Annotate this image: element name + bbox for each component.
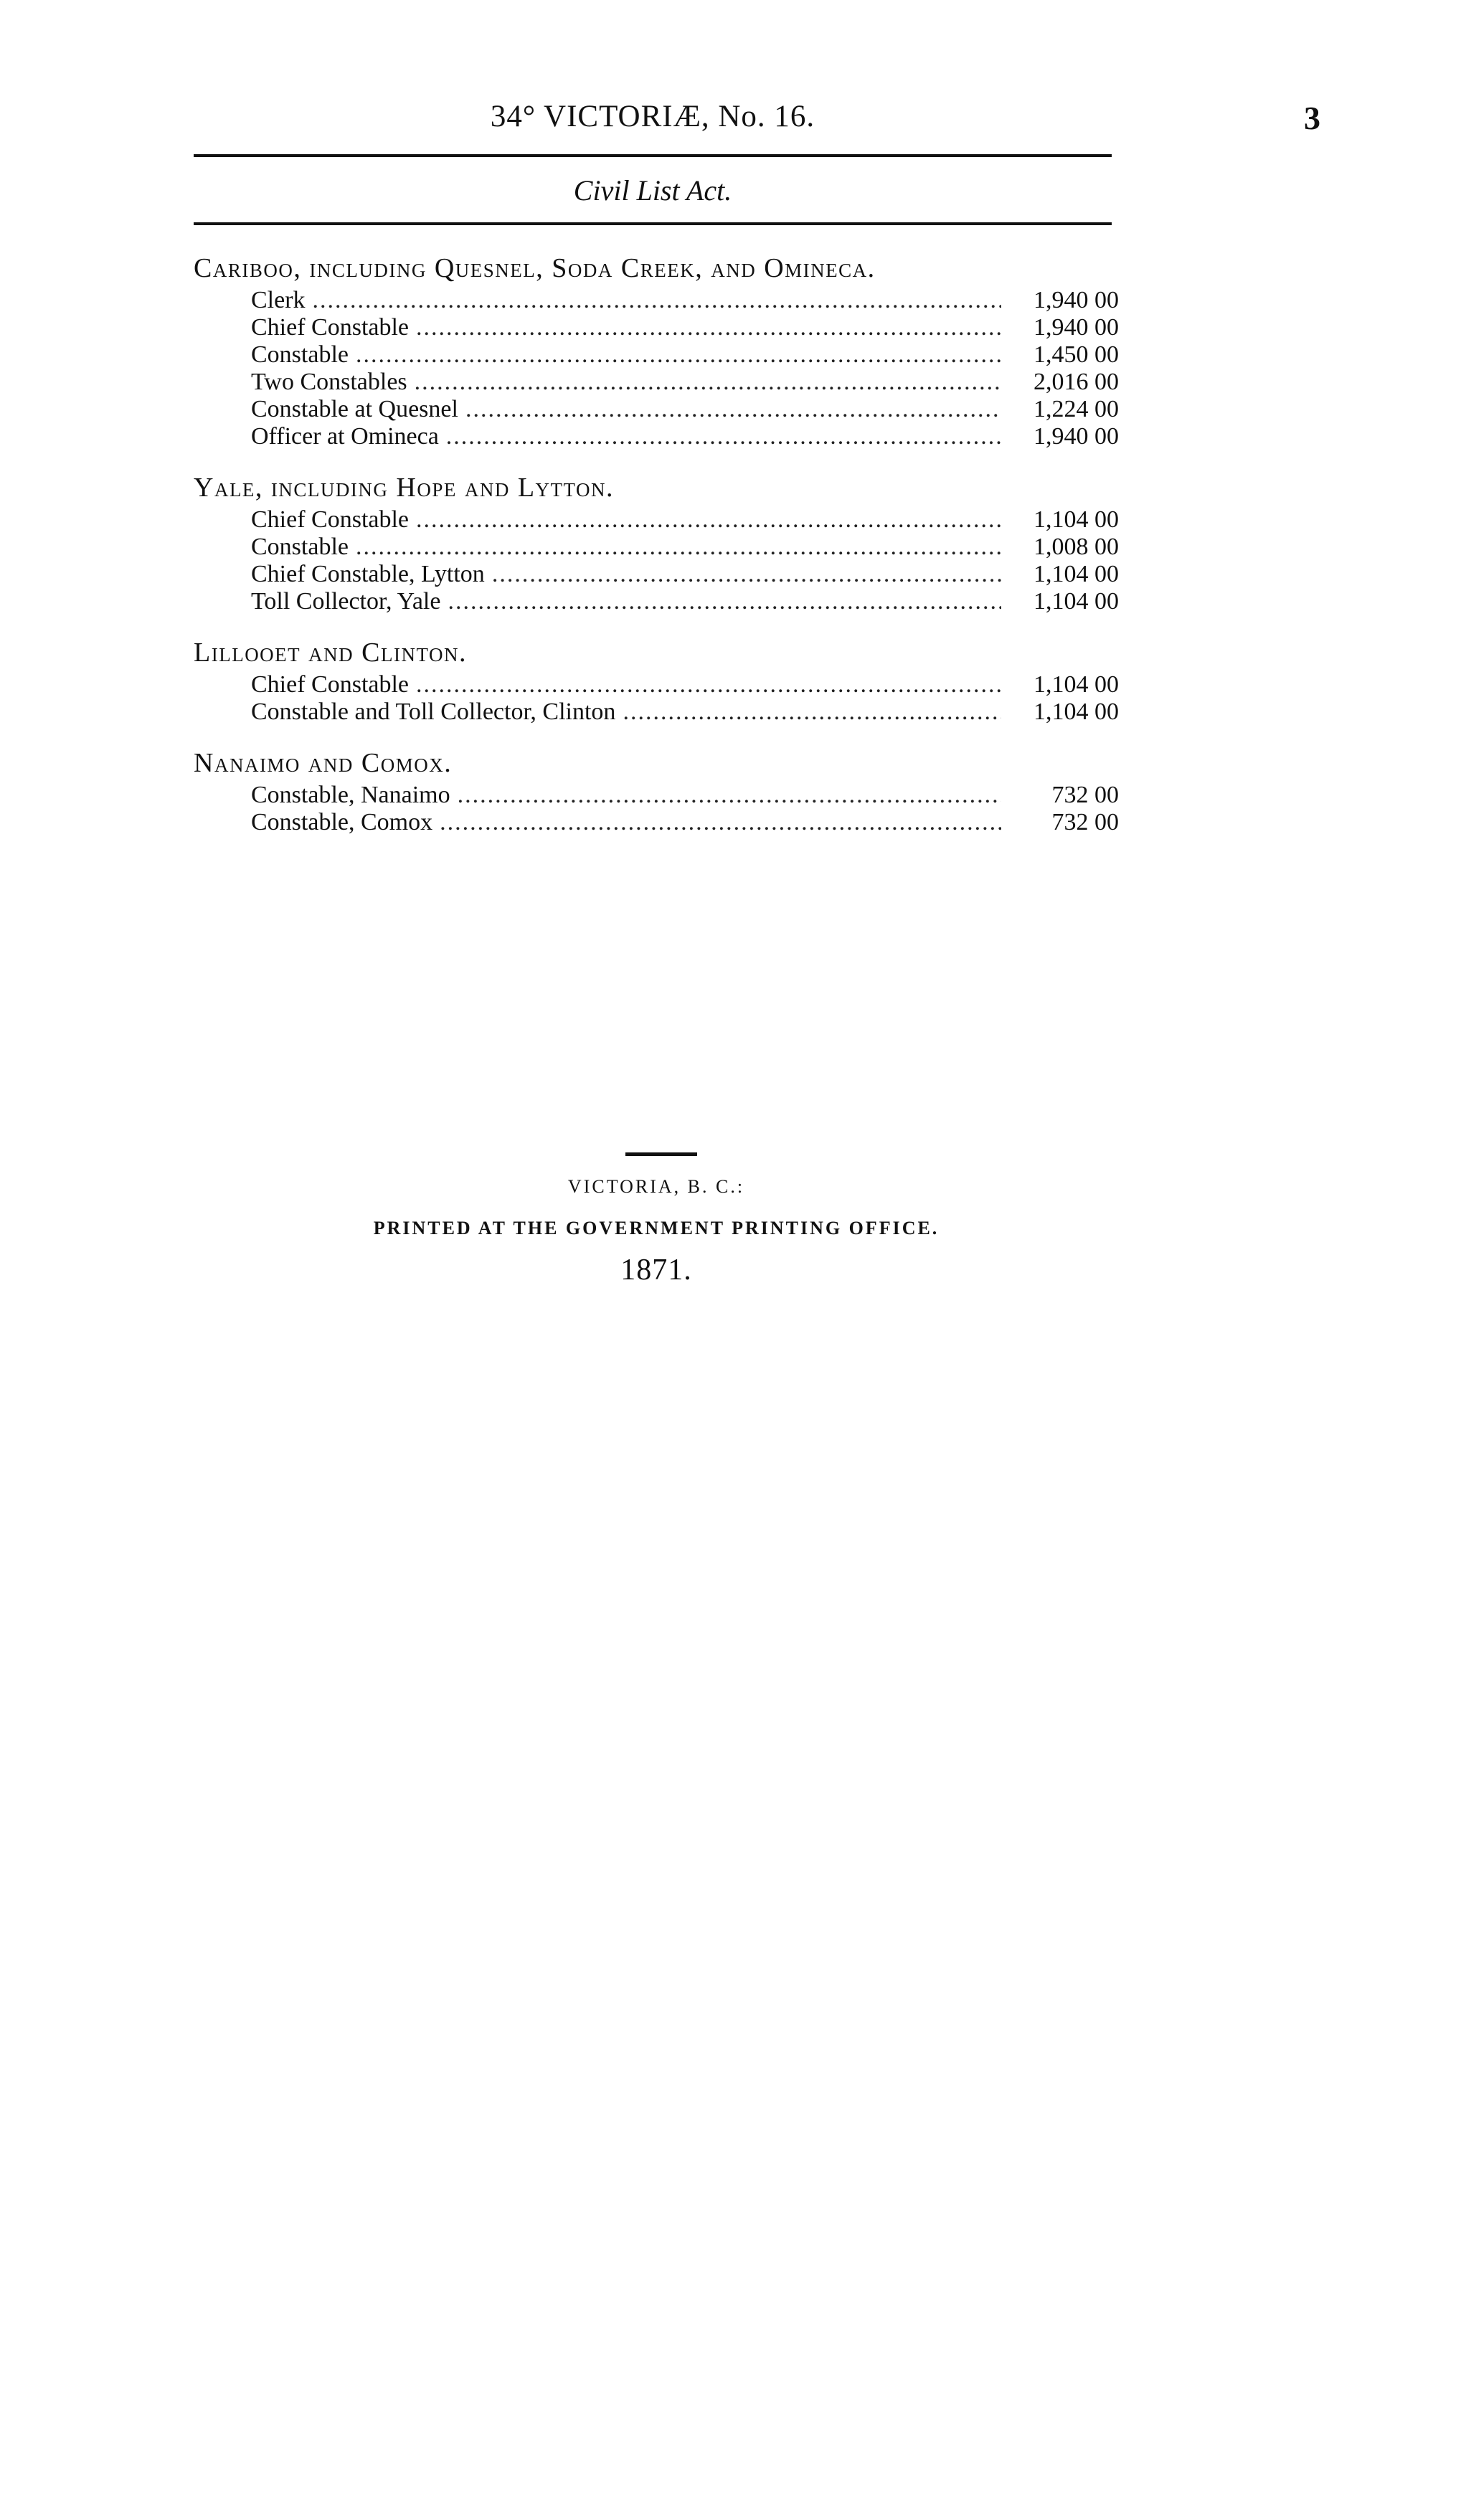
page-header	[194, 99, 1112, 149]
salary-entry	[194, 396, 1119, 423]
dot-leader	[623, 698, 1001, 726]
entry-label: Constable, Comox	[251, 809, 433, 835]
district-section	[194, 250, 1119, 450]
entry-amount: 1,940 00	[1034, 287, 1119, 313]
entry-label: Clerk	[251, 287, 306, 313]
page-number: 3	[1304, 100, 1320, 136]
dot-leader	[313, 287, 1001, 314]
act-title: 34° VICTORIÆ, No. 16.	[490, 100, 815, 133]
entry-amount: 1,104 00	[1034, 698, 1119, 725]
dot-leader	[416, 506, 1001, 534]
entry-label: Officer at Omineca	[251, 423, 439, 450]
dot-leader	[448, 588, 1001, 615]
entry-label: Chief Constable	[251, 506, 410, 533]
district-heading: Cariboo, including Quesnel, Soda Creek, and Omineca.	[194, 253, 876, 283]
dot-leader	[440, 809, 1001, 836]
dot-leader	[416, 314, 1001, 341]
dot-leader	[458, 782, 1001, 809]
salary-entry	[194, 506, 1119, 534]
salary-entry	[194, 671, 1119, 698]
dot-leader	[492, 561, 1001, 588]
civil-list-table	[194, 250, 1119, 855]
entry-list	[194, 287, 1119, 450]
header-rule-bottom	[194, 222, 1112, 225]
entry-amount: 1,104 00	[1034, 671, 1119, 698]
district-section	[194, 634, 1119, 726]
entry-amount: 1,940 00	[1034, 423, 1119, 450]
dot-leader	[465, 396, 1001, 423]
entry-label: Constable, Nanaimo	[251, 782, 450, 808]
district-heading: Lillooet and Clinton.	[194, 638, 467, 668]
dot-leader	[415, 369, 1001, 396]
salary-entry	[194, 287, 1119, 314]
salary-entry	[194, 534, 1119, 561]
salary-entry	[194, 341, 1119, 369]
district-section	[194, 469, 1119, 615]
entry-amount: 1,104 00	[1034, 506, 1119, 533]
salary-entry	[194, 809, 1119, 836]
salary-entry	[194, 369, 1119, 396]
salary-entry	[194, 782, 1119, 809]
entry-label: Constable at Quesnel	[251, 396, 458, 422]
dot-leader	[446, 423, 1001, 450]
imprint-printer: PRINTED AT THE GOVERNMENT PRINTING OFFICE.	[373, 1218, 940, 1238]
entry-list	[194, 782, 1119, 836]
entry-label: Chief Constable	[251, 671, 410, 698]
entry-list	[194, 671, 1119, 726]
entry-label: Chief Constable	[251, 314, 410, 341]
salary-entry	[194, 561, 1119, 588]
district-heading: Nanaimo and Comox.	[194, 748, 453, 778]
entry-amount: 1,940 00	[1034, 314, 1119, 341]
entry-label: Two Constables	[251, 369, 407, 395]
entry-amount: 732 00	[1051, 809, 1119, 835]
header-rule-top	[194, 154, 1112, 157]
entry-list	[194, 506, 1119, 615]
salary-entry	[194, 423, 1119, 450]
entry-amount: 2,016 00	[1034, 369, 1119, 395]
dot-leader	[356, 534, 1001, 561]
entry-amount: 1,104 00	[1034, 561, 1119, 587]
salary-entry	[194, 314, 1119, 341]
entry-amount: 1,224 00	[1034, 396, 1119, 422]
entry-amount: 1,450 00	[1034, 341, 1119, 368]
footer-rule	[625, 1152, 697, 1156]
entry-amount: 732 00	[1051, 782, 1119, 808]
district-heading: Yale, including Hope and Lytton.	[194, 473, 615, 503]
entry-amount: 1,104 00	[1034, 588, 1119, 615]
imprint-year: 1871.	[620, 1254, 692, 1287]
entry-label: Toll Collector, Yale	[251, 588, 441, 615]
dot-leader	[356, 341, 1001, 369]
running-title: Civil List Act.	[573, 174, 732, 207]
imprint-city: VICTORIA, B. C.:	[567, 1176, 745, 1197]
entry-label: Constable	[251, 534, 349, 560]
salary-entry	[194, 588, 1119, 615]
district-section	[194, 744, 1119, 836]
entry-label: Chief Constable, Lytton	[251, 561, 485, 587]
entry-amount: 1,008 00	[1034, 534, 1119, 560]
dot-leader	[416, 671, 1001, 698]
entry-label: Constable	[251, 341, 349, 368]
entry-label: Constable and Toll Collector, Clinton	[251, 698, 616, 725]
salary-entry	[194, 698, 1119, 726]
